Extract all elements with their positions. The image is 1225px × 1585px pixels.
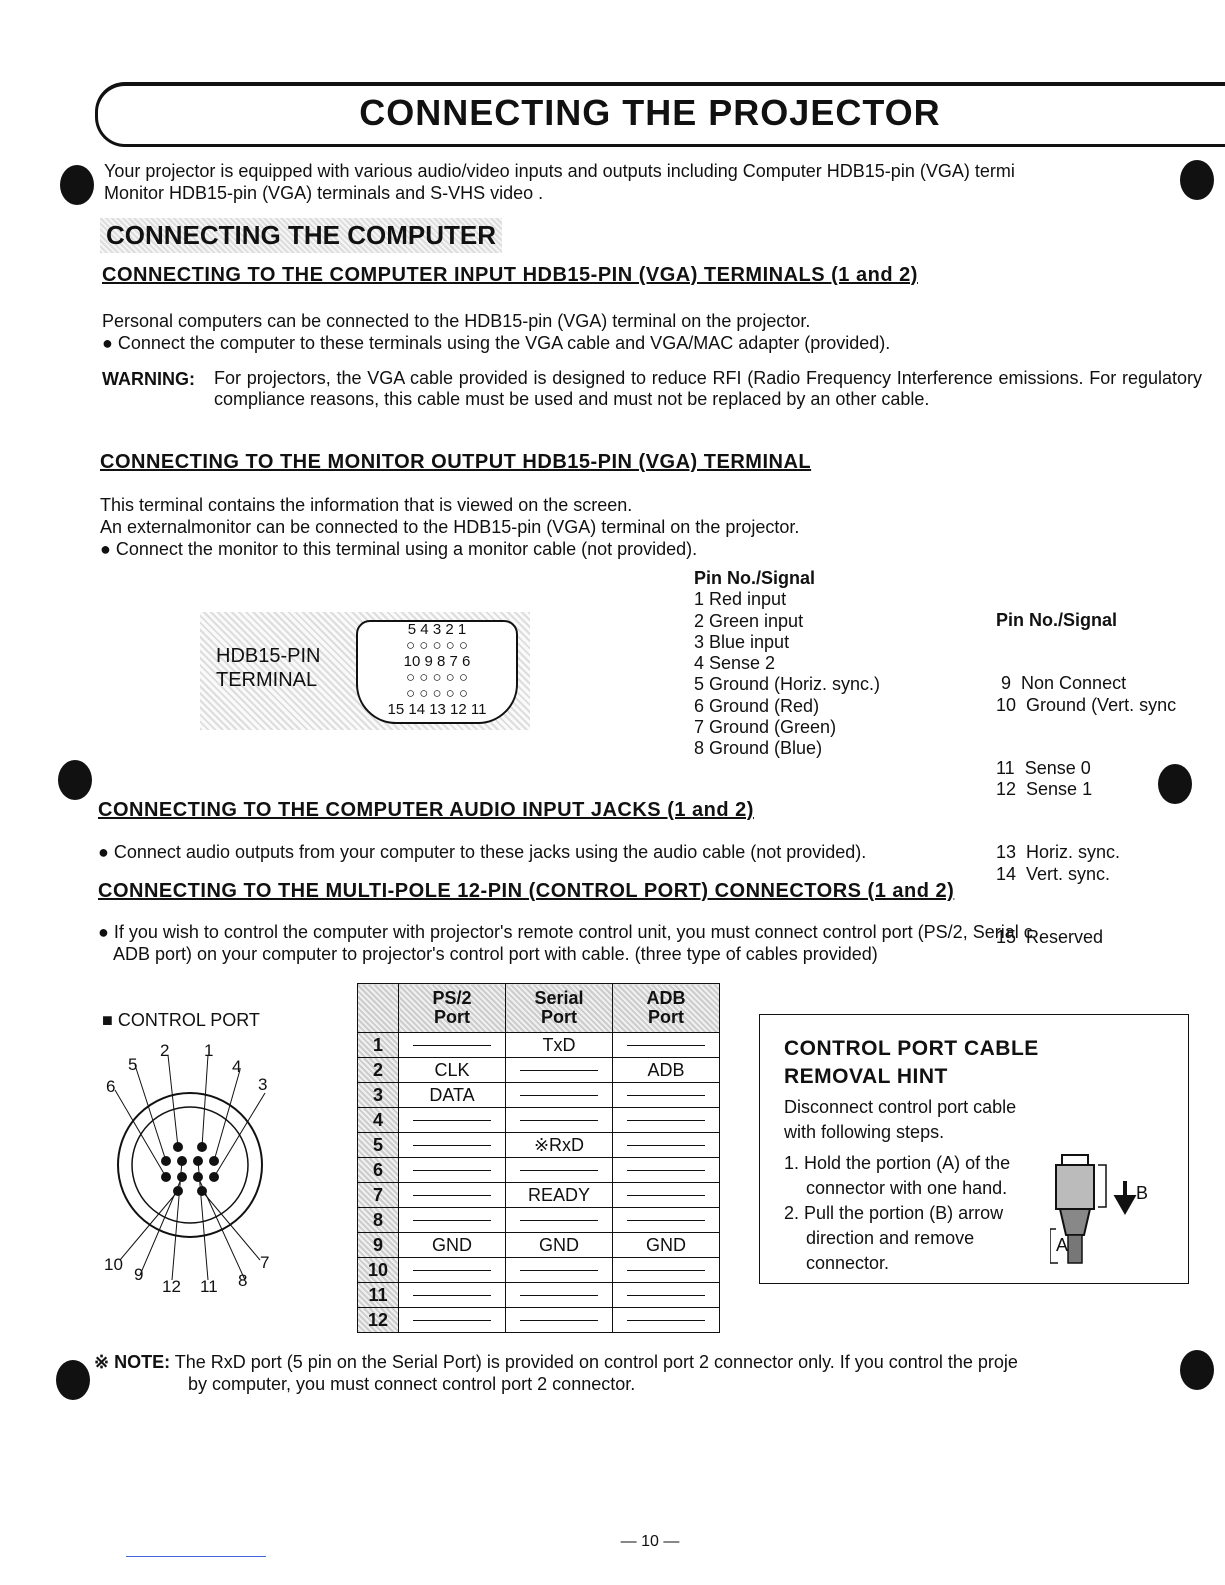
pin-number-cell: 7 bbox=[358, 1183, 399, 1208]
table-row bbox=[358, 1058, 720, 1083]
table-row bbox=[358, 1233, 720, 1258]
page-number: — 10 — bbox=[620, 1533, 680, 1550]
audio-text: ● Connect audio outputs from your computer to these jacks using the audio cable (not provided). bbox=[98, 842, 867, 862]
binder-hole bbox=[58, 760, 92, 800]
signal-cell: DATA bbox=[399, 1083, 506, 1108]
signal-cell: ADB bbox=[613, 1058, 720, 1083]
empty-dash bbox=[413, 1195, 491, 1196]
empty-dash bbox=[413, 1145, 491, 1146]
signal-cell: CLK bbox=[399, 1058, 506, 1083]
signal-cell bbox=[399, 1283, 506, 1308]
empty-dash bbox=[520, 1070, 598, 1071]
table-row bbox=[358, 1208, 720, 1233]
pin-number-cell: 6 bbox=[358, 1158, 399, 1183]
vga-label: HDB15-PIN TERMINAL bbox=[216, 645, 321, 691]
signal-cell bbox=[399, 1133, 506, 1158]
signal-cell bbox=[506, 1308, 613, 1333]
note-label: ※ NOTE: bbox=[94, 1352, 171, 1372]
signal-cell bbox=[613, 1083, 720, 1108]
empty-dash bbox=[520, 1270, 598, 1271]
signal-cell bbox=[506, 1208, 613, 1233]
heading-monitor-output: CONNECTING TO THE MONITOR OUTPUT HDB15-PIN (VGA) TERMINAL bbox=[100, 451, 812, 473]
table-row bbox=[358, 1033, 720, 1058]
table-row bbox=[358, 1158, 720, 1183]
control-port-pin-numbers: 1 2 3 4 5 6 7 8 9 10 11 12 bbox=[104, 1041, 270, 1296]
empty-dash bbox=[627, 1195, 705, 1196]
empty-dash bbox=[413, 1270, 491, 1271]
page-title: CONNECTING THE PROJECTOR bbox=[359, 92, 941, 133]
table-header: ADB Port bbox=[613, 984, 720, 1033]
divider bbox=[126, 1556, 266, 1557]
heading-audio: CONNECTING TO THE COMPUTER AUDIO INPUT JACKS (1 and 2) bbox=[98, 799, 754, 821]
pin-list-left: Pin No./Signal 1 Red input 2 Green input 3 Blue input 4 Sense 2 5 Ground (Horiz. sync.) 6 Ground (Red) 7 Ground (Green) 8 Ground (Blue) bbox=[694, 568, 881, 759]
signal-cell: ※RxD bbox=[506, 1133, 613, 1158]
signal-cell bbox=[613, 1033, 720, 1058]
empty-dash bbox=[520, 1095, 598, 1096]
table-row bbox=[358, 1108, 720, 1133]
signal-cell bbox=[613, 1133, 720, 1158]
pin-number-cell: 2 bbox=[358, 1058, 399, 1083]
signal-cell bbox=[506, 1108, 613, 1133]
empty-dash bbox=[413, 1295, 491, 1296]
signal-cell bbox=[399, 1208, 506, 1233]
signal-cell bbox=[506, 1258, 613, 1283]
signal-cell bbox=[613, 1308, 720, 1333]
hint-steps: 1. Hold the portion (A) of the connector with one hand. 2. Pull the portion (B) arrow direction and remove connector. bbox=[784, 1153, 1011, 1273]
empty-dash bbox=[520, 1320, 598, 1321]
signal-cell bbox=[506, 1158, 613, 1183]
heading-control: CONNECTING TO THE MULTI-POLE 12-PIN (CONTROL PORT) CONNECTORS (1 and 2) bbox=[98, 880, 955, 902]
signal-cell: TxD bbox=[506, 1033, 613, 1058]
signal-cell bbox=[613, 1108, 720, 1133]
signal-cell bbox=[399, 1258, 506, 1283]
signal-cell bbox=[399, 1183, 506, 1208]
signal-cell bbox=[613, 1208, 720, 1233]
empty-dash bbox=[413, 1170, 491, 1171]
empty-dash bbox=[627, 1320, 705, 1321]
monitor-output-text: This terminal contains the information that is viewed on the screen. An externalmonitor can be connected to the HDB15-pin (VGA) terminal on the projector. ● Connect the monitor to this terminal using a monitor cable (not provided). bbox=[100, 495, 800, 559]
empty-dash bbox=[627, 1145, 705, 1146]
empty-dash bbox=[627, 1170, 705, 1171]
signal-cell: GND bbox=[613, 1233, 720, 1258]
table-row bbox=[358, 1283, 720, 1308]
removal-hint-box bbox=[759, 1014, 1189, 1284]
table-row bbox=[358, 1308, 720, 1333]
empty-dash bbox=[627, 1095, 705, 1096]
empty-dash bbox=[627, 1270, 705, 1271]
empty-dash bbox=[413, 1320, 491, 1321]
pin-number-cell: 3 bbox=[358, 1083, 399, 1108]
warning-label: WARNING: bbox=[102, 369, 195, 389]
pin-number-cell: 12 bbox=[358, 1308, 399, 1333]
pin-number-cell: 11 bbox=[358, 1283, 399, 1308]
empty-dash bbox=[520, 1295, 598, 1296]
empty-dash bbox=[520, 1120, 598, 1121]
pin-number-cell: 4 bbox=[358, 1108, 399, 1133]
signal-cell bbox=[506, 1083, 613, 1108]
signal-cell bbox=[613, 1183, 720, 1208]
vga-terminal-diagram bbox=[200, 612, 530, 730]
empty-dash bbox=[627, 1120, 705, 1121]
computer-input-text: Personal computers can be connected to the HDB15-pin (VGA) terminal on the projector. ● Connect the computer to these terminals using the VGA cable and VGA/MAC adapter (provided). bbox=[102, 311, 891, 353]
signal-cell: GND bbox=[399, 1233, 506, 1258]
hint-intro: Disconnect control port cable with following steps. bbox=[784, 1097, 1017, 1142]
table-header: PS/2 Port bbox=[399, 984, 506, 1033]
heading-computer-input: CONNECTING TO THE COMPUTER INPUT HDB15-PIN (VGA) TERMINALS (1 and 2) bbox=[102, 264, 918, 286]
signal-cell bbox=[399, 1158, 506, 1183]
table-header: Serial Port bbox=[506, 984, 613, 1033]
empty-dash bbox=[627, 1045, 705, 1046]
binder-hole bbox=[1158, 764, 1192, 804]
signal-cell bbox=[613, 1158, 720, 1183]
label-a: A bbox=[1056, 1235, 1069, 1255]
table-row bbox=[358, 1183, 720, 1208]
empty-dash bbox=[627, 1220, 705, 1221]
pin-number-cell: 8 bbox=[358, 1208, 399, 1233]
empty-dash bbox=[413, 1220, 491, 1221]
signal-cell: GND bbox=[506, 1233, 613, 1258]
table-row bbox=[358, 1258, 720, 1283]
table-row bbox=[358, 1083, 720, 1108]
intro-text: Your projector is equipped with various audio/video inputs and outputs including Computer HDB15-pin (VGA) termi Monitor HDB15-pin (VGA) terminals and S-VHS video . bbox=[104, 161, 1015, 203]
empty-dash bbox=[520, 1170, 598, 1171]
control-port-label: ■ CONTROL PORT bbox=[102, 1010, 260, 1030]
label-b: B bbox=[1136, 1183, 1149, 1203]
signal-cell bbox=[399, 1308, 506, 1333]
signal-cell bbox=[399, 1033, 506, 1058]
note: ※ NOTE: The RxD port (5 pin on the Serial Port) is provided on control port 2 connector only. If you control the proje by computer, you must connect control port 2 connector. bbox=[94, 1352, 1018, 1394]
pin-number-cell: 9 bbox=[358, 1233, 399, 1258]
pin-number-cell: 5 bbox=[358, 1133, 399, 1158]
section-title: CONNECTING THE COMPUTER bbox=[100, 218, 502, 253]
empty-dash bbox=[520, 1220, 598, 1221]
empty-dash bbox=[413, 1120, 491, 1121]
empty-dash bbox=[413, 1045, 491, 1046]
warning bbox=[102, 368, 1202, 410]
signal-cell bbox=[613, 1283, 720, 1308]
empty-dash bbox=[627, 1295, 705, 1296]
signal-cell: READY bbox=[506, 1183, 613, 1208]
table-row bbox=[358, 1133, 720, 1158]
signal-cell bbox=[399, 1108, 506, 1133]
warning-text: For projectors, the VGA cable provided is designed to reduce RFI (Radio Frequency Interference emissions. For regulatory compliance reasons, this cable must be used and must not be replaced by an other cable. bbox=[214, 368, 1202, 409]
vga-connector: 5 4 3 2 1 ○ ○ ○ ○ ○ 10 9 8 7 6 ○ ○ ○ ○ ○ ○ ○ ○ ○ ○ 15 14 13 12 11 bbox=[356, 620, 518, 724]
binder-hole bbox=[60, 165, 94, 205]
signal-cell bbox=[613, 1258, 720, 1283]
pin-number-cell: 10 bbox=[358, 1258, 399, 1283]
control-text: ● If you wish to control the computer with projector's remote control unit, you must connect control port (PS/2, Serial c ADB port) on your computer to projector's control port with cable. (three type of cables provided) bbox=[98, 922, 1033, 964]
pin-list-right: Pin No./Signal 9 Non Connect 10 Ground (Vert. sync 11 Sense 0 12 Sense 1 13 Horiz. sync. 14 Vert. sync. 15 Reserved bbox=[996, 610, 1177, 948]
hint-title: CONTROL PORT CABLE REMOVAL HINT bbox=[784, 1037, 1039, 1088]
signal-cell bbox=[506, 1283, 613, 1308]
binder-hole bbox=[56, 1360, 90, 1400]
signal-cell bbox=[506, 1058, 613, 1083]
control-port-table bbox=[357, 983, 720, 1333]
pin-number-cell: 1 bbox=[358, 1033, 399, 1058]
